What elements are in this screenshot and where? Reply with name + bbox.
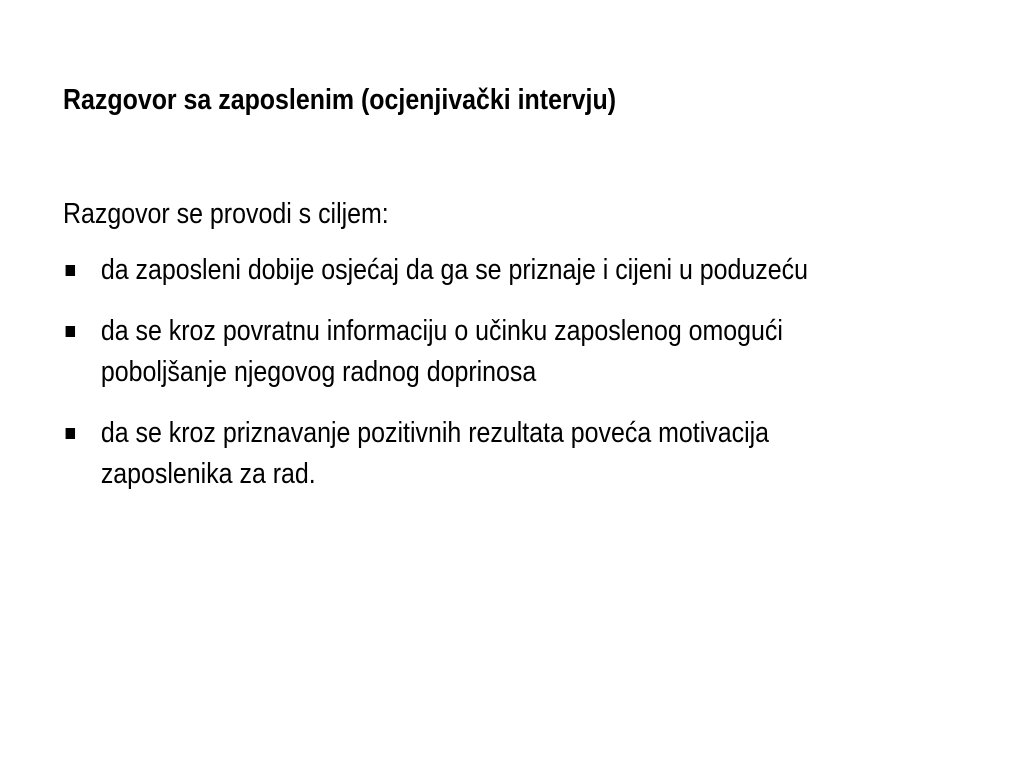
list-item: [63, 413, 889, 495]
intro-text: Razgovor se provodi s ciljem:: [63, 198, 389, 230]
bullet-text: da se kroz priznavanje pozitivnih rezultata poveća motivacija zaposlenika za rad.: [100, 417, 770, 490]
bullet-list: [63, 250, 889, 515]
slide-title: Razgovor sa zaposlenim (ocjenjivački intervju): [63, 84, 617, 116]
bullet-text: da se kroz povratnu informaciju o učinku zaposlenog omogući poboljšanje njegovog radnog doprinosa: [100, 315, 783, 388]
list-item: [63, 311, 889, 393]
square-bullet-icon: [66, 265, 75, 276]
square-bullet-icon: [66, 428, 75, 439]
list-item: [63, 250, 889, 291]
bullet-text: da zaposleni dobije osjećaj da ga se priznaje i cijeni u poduzeću: [100, 254, 808, 286]
square-bullet-icon: [66, 326, 75, 337]
